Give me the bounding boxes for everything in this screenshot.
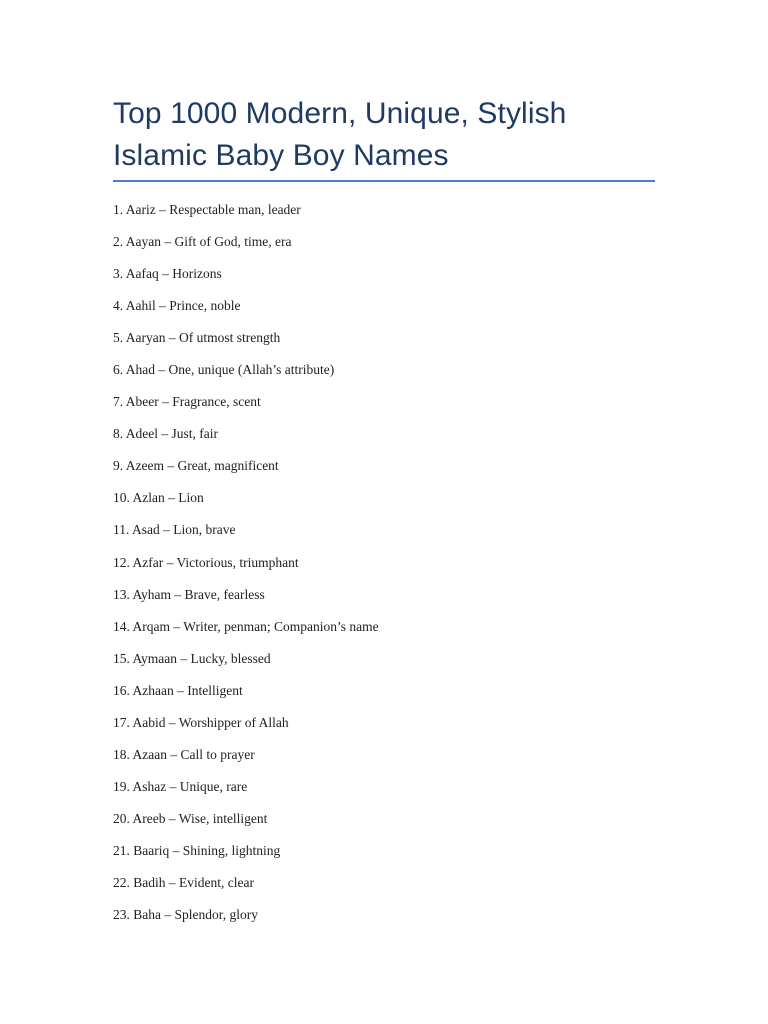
list-item: 1. Aariz – Respectable man, leader bbox=[113, 202, 301, 217]
list-item: 20. Areeb – Wise, intelligent bbox=[113, 810, 268, 826]
page-title bbox=[113, 93, 655, 177]
title-block bbox=[113, 93, 655, 177]
list-item: 5. Aaryan – Of utmost strength bbox=[113, 330, 281, 346]
names-list bbox=[113, 201, 379, 938]
list-item: 14. Arqam – Writer, penman; Companion’s name bbox=[113, 618, 379, 634]
list-item: 2. Aayan – Gift of God, time, era bbox=[113, 234, 292, 250]
list-item: 11. Asad – Lion, brave bbox=[113, 522, 236, 538]
list-item: 15. Aymaan – Lucky, blessed bbox=[113, 650, 271, 666]
list-item: 8. Adeel – Just, fair bbox=[113, 426, 218, 442]
list-item: 7. Abeer – Fragrance, scent bbox=[113, 394, 261, 410]
list-item: 22. Badih – Evident, clear bbox=[113, 874, 254, 890]
page-title-line-2: Islamic Baby Boy Names bbox=[113, 139, 449, 172]
list-item: 3. Aafaq – Horizons bbox=[113, 266, 222, 282]
title-underline-divider bbox=[113, 180, 655, 182]
list-item: 9. Azeem – Great, magnificent bbox=[113, 458, 279, 474]
list-item: 4. Aahil – Prince, noble bbox=[113, 298, 241, 314]
list-item: 23. Baha – Splendor, glory bbox=[113, 907, 258, 923]
page-title-line-1: Top 1000 Modern, Unique, Stylish bbox=[113, 97, 567, 130]
list-item: 18. Azaan – Call to prayer bbox=[113, 746, 255, 762]
list-item: 13. Ayham – Brave, fearless bbox=[113, 586, 265, 602]
list-item: 6. Ahad – One, unique (Allah’s attribute) bbox=[113, 362, 335, 378]
list-item: 19. Ashaz – Unique, rare bbox=[113, 778, 248, 794]
list-item: 10. Azlan – Lion bbox=[113, 490, 204, 506]
list-item: 17. Aabid – Worshipper of Allah bbox=[113, 714, 289, 730]
list-item: 16. Azhaan – Intelligent bbox=[113, 682, 243, 698]
list-item: 21. Baariq – Shining, lightning bbox=[113, 842, 281, 858]
list-item: 12. Azfar – Victorious, triumphant bbox=[113, 554, 299, 570]
